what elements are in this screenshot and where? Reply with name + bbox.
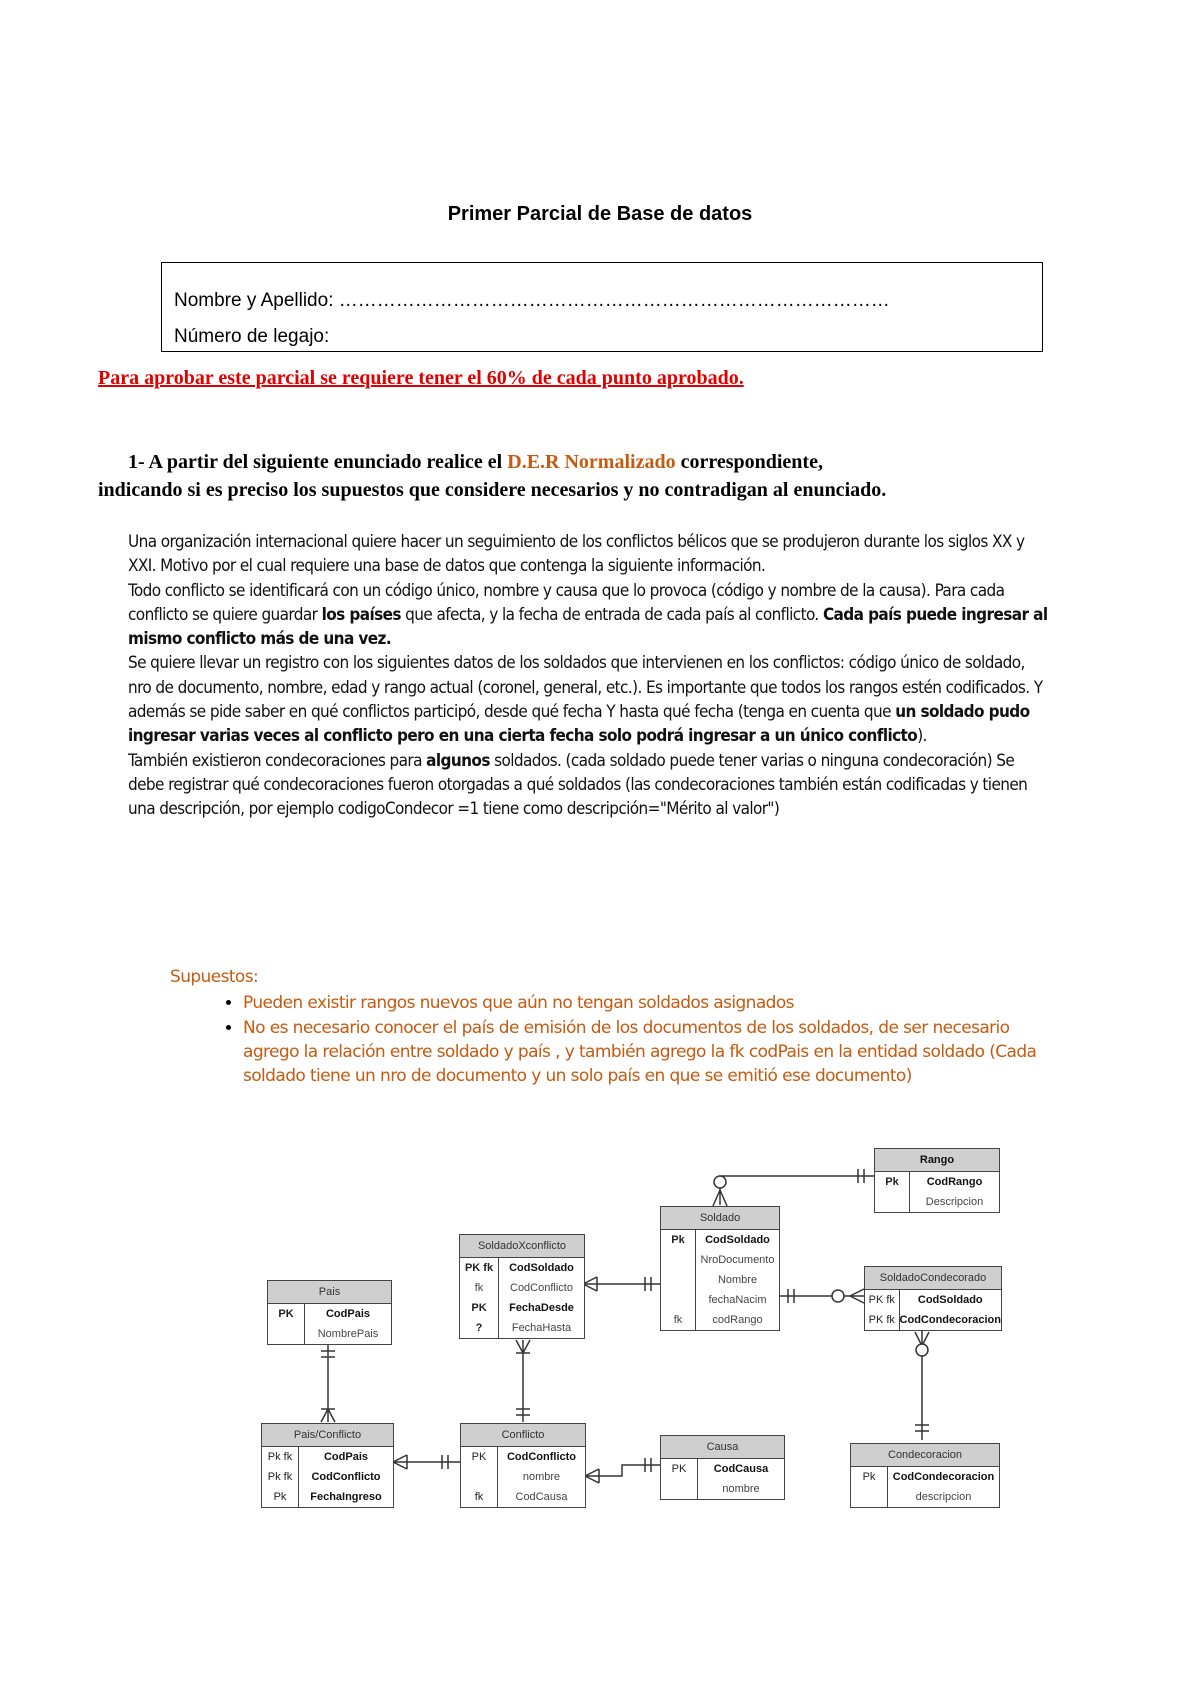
entity-key — [268, 1324, 304, 1344]
assumption-item: • Pueden existir rangos nuevos que aún no tengan soldados asignados — [243, 991, 1050, 1015]
assumptions-list — [170, 991, 1050, 1088]
question-1-prefix: 1- A partir del siguiente enunciado realice el — [128, 451, 508, 473]
text: También existieron condecoraciones para — [128, 750, 427, 771]
statement-paragraph-3 — [128, 651, 1048, 748]
entity-pais-conflicto — [261, 1423, 394, 1508]
entity-field: Nombre — [717, 1274, 758, 1286]
entity-key: Pk — [862, 1471, 876, 1483]
entity-key: Pk fk — [267, 1471, 293, 1483]
entity-field: CodCondecoracion — [899, 1314, 1001, 1326]
entity-title: Pais/Conflicto — [262, 1424, 393, 1447]
assumptions — [170, 965, 1050, 1088]
assumption-item: • No es necesario conocer el país de emisión de los documentos de los soldados, de ser necesario agrego la relación entre soldado y país , y también agrego la fk codPais en la entidad soldado (Cada soldado tiene un nro de documento y un solo país en que se emitió ese documento) — [243, 1016, 1050, 1089]
approval-warning: Para aprobar este parcial se requiere tener el 60% de cada punto aprobado. — [98, 367, 744, 389]
entity-title: SoldadoCondecorado — [865, 1267, 1001, 1290]
entity-field: FechaDesde — [509, 1302, 574, 1314]
entity-key: PK fk — [868, 1314, 895, 1326]
legajo-field-label: Número de legajo: — [174, 326, 330, 347]
question-1-highlight: D.E.R Normalizado — [507, 451, 676, 473]
entity-key: PK fk — [868, 1294, 895, 1306]
entity-field: Descripcion — [925, 1196, 984, 1208]
entity-field: nombre — [522, 1471, 561, 1483]
entity-title: Pais — [268, 1281, 391, 1304]
text: ). — [917, 726, 927, 747]
entity-causa — [660, 1435, 785, 1500]
entity-field: CodCausa — [515, 1491, 568, 1503]
name-field-label: Nombre y Apellido: …………………………………………………………………………… — [174, 290, 890, 311]
entity-field: nombre — [722, 1483, 760, 1495]
entity-key — [661, 1290, 695, 1310]
text: Todo conflicto se identificará con un código único, nombre y causa que lo provoca (código y nombre de la causa). Para cada conflicto se quiere guardar — [128, 580, 1005, 625]
entity-key: PK fk — [464, 1262, 494, 1274]
entity-field: codRango — [712, 1314, 763, 1326]
entity-key: fk — [673, 1314, 683, 1326]
entity-title: SoldadoXconflicto — [460, 1235, 584, 1258]
statement-paragraph-4 — [128, 749, 1048, 822]
emphasis: un soldado pudo ingresar varias veces al conflicto pero en una cierta fecha solo podrá ingresar a un único conflicto — [128, 702, 1030, 747]
entity-title: Condecoracion — [851, 1444, 999, 1467]
entity-field: FechaIngreso — [310, 1491, 382, 1503]
statement-paragraph-2 — [128, 579, 1048, 652]
entity-key — [851, 1487, 887, 1507]
entity-field: descripcion — [915, 1491, 972, 1503]
entity-conflicto — [460, 1423, 586, 1508]
entity-title: Soldado — [661, 1207, 779, 1230]
problem-statement — [128, 530, 1048, 822]
text: Se quiere llevar un registro con los siguientes datos de los soldados que intervienen en los conflictos: código único de soldado, nro de documento, nombre, edad y rango actual (coronel, general, etc.). Es importante que todos los rangos estén codificados. Y además se pide saber en qué conflictos participó, desde qué fecha Y hasta qué fecha (tenga en cuenta que — [128, 653, 1043, 723]
text: soldados. (cada soldado puede tener varias o ninguna condecoración) Se debe registrar qué condecoraciones fueron otorgadas a qué soldados (las condecoraciones también están codificadas y tienen una descripción, por ejemplo codigoCondecor =1 tiene como descripción="Mérito al valor") — [128, 750, 1028, 820]
entity-field: CodPais — [323, 1451, 368, 1463]
entity-key — [661, 1479, 697, 1499]
emphasis: algunos — [426, 750, 490, 771]
question-1 — [98, 448, 1098, 504]
entity-key — [875, 1192, 909, 1212]
entity-key: PK — [471, 1302, 487, 1314]
entity-soldadocondecorado — [864, 1266, 1002, 1331]
entity-key: PK — [471, 1451, 487, 1463]
entity-rango — [874, 1148, 1000, 1213]
entity-key: Pk — [885, 1176, 899, 1188]
entity-field: CodCausa — [713, 1463, 769, 1475]
entity-field: CodConflicto — [506, 1451, 577, 1463]
entity-key: fk — [474, 1282, 484, 1294]
entity-field: NroDocumento — [700, 1254, 775, 1266]
entity-soldado — [660, 1206, 780, 1331]
entity-field: CodSoldado — [705, 1234, 770, 1246]
entity-pais — [267, 1280, 392, 1345]
entity-key: PK — [671, 1463, 687, 1475]
entity-key — [661, 1270, 695, 1290]
entity-key: Pk — [273, 1491, 287, 1503]
entity-field: CodCondecoracion — [892, 1471, 995, 1483]
entity-key: Pk fk — [267, 1451, 293, 1463]
entity-field: FechaHasta — [511, 1322, 572, 1334]
entity-field: CodRango — [926, 1176, 983, 1188]
entity-field: CodSoldado — [917, 1294, 983, 1306]
entity-key: Pk — [671, 1234, 685, 1246]
entity-key — [661, 1250, 695, 1270]
entity-key — [461, 1467, 497, 1487]
entity-field: NombrePais — [317, 1328, 379, 1340]
entity-key: fk — [474, 1491, 484, 1503]
question-1-suffix: correspondiente, — [675, 451, 823, 473]
text: que afecta, y la fecha de entrada de cada país al conflicto. — [400, 604, 823, 625]
entity-title: Rango — [875, 1149, 999, 1172]
entity-title: Causa — [661, 1436, 784, 1459]
entity-field: CodSoldado — [509, 1262, 574, 1274]
entity-field: CodConflicto — [311, 1471, 381, 1483]
emphasis: los países — [321, 604, 401, 625]
entity-key: ? — [475, 1322, 483, 1334]
assumptions-title: Supuestos: — [170, 967, 259, 987]
emphasis: Cada país puede ingresar al mismo conflicto más de una vez. — [128, 604, 1048, 650]
entity-condecoracion — [850, 1443, 1000, 1508]
page-title: Primer Parcial de Base de datos — [447, 203, 753, 225]
entity-field: CodConflicto — [510, 1282, 573, 1294]
entity-soldadoxconflicto — [459, 1234, 585, 1339]
entity-key: PK — [278, 1308, 294, 1320]
entity-title: Conflicto — [461, 1424, 585, 1447]
student-id-box — [161, 262, 1043, 352]
entity-field: fechaNacim — [708, 1294, 767, 1306]
statement-paragraph-1: Una organización internacional quiere hacer un seguimiento de los conflictos bélicos que se produjeron durante los siglos XX y XXI. Motivo por el cual requiere una base de datos que contenga la siguiente información. — [128, 532, 1025, 577]
entity-field: CodPais — [325, 1308, 370, 1320]
question-1-line2: indicando si es preciso los supuestos que considere necesarios y no contradigan al enunciado. — [98, 479, 887, 501]
